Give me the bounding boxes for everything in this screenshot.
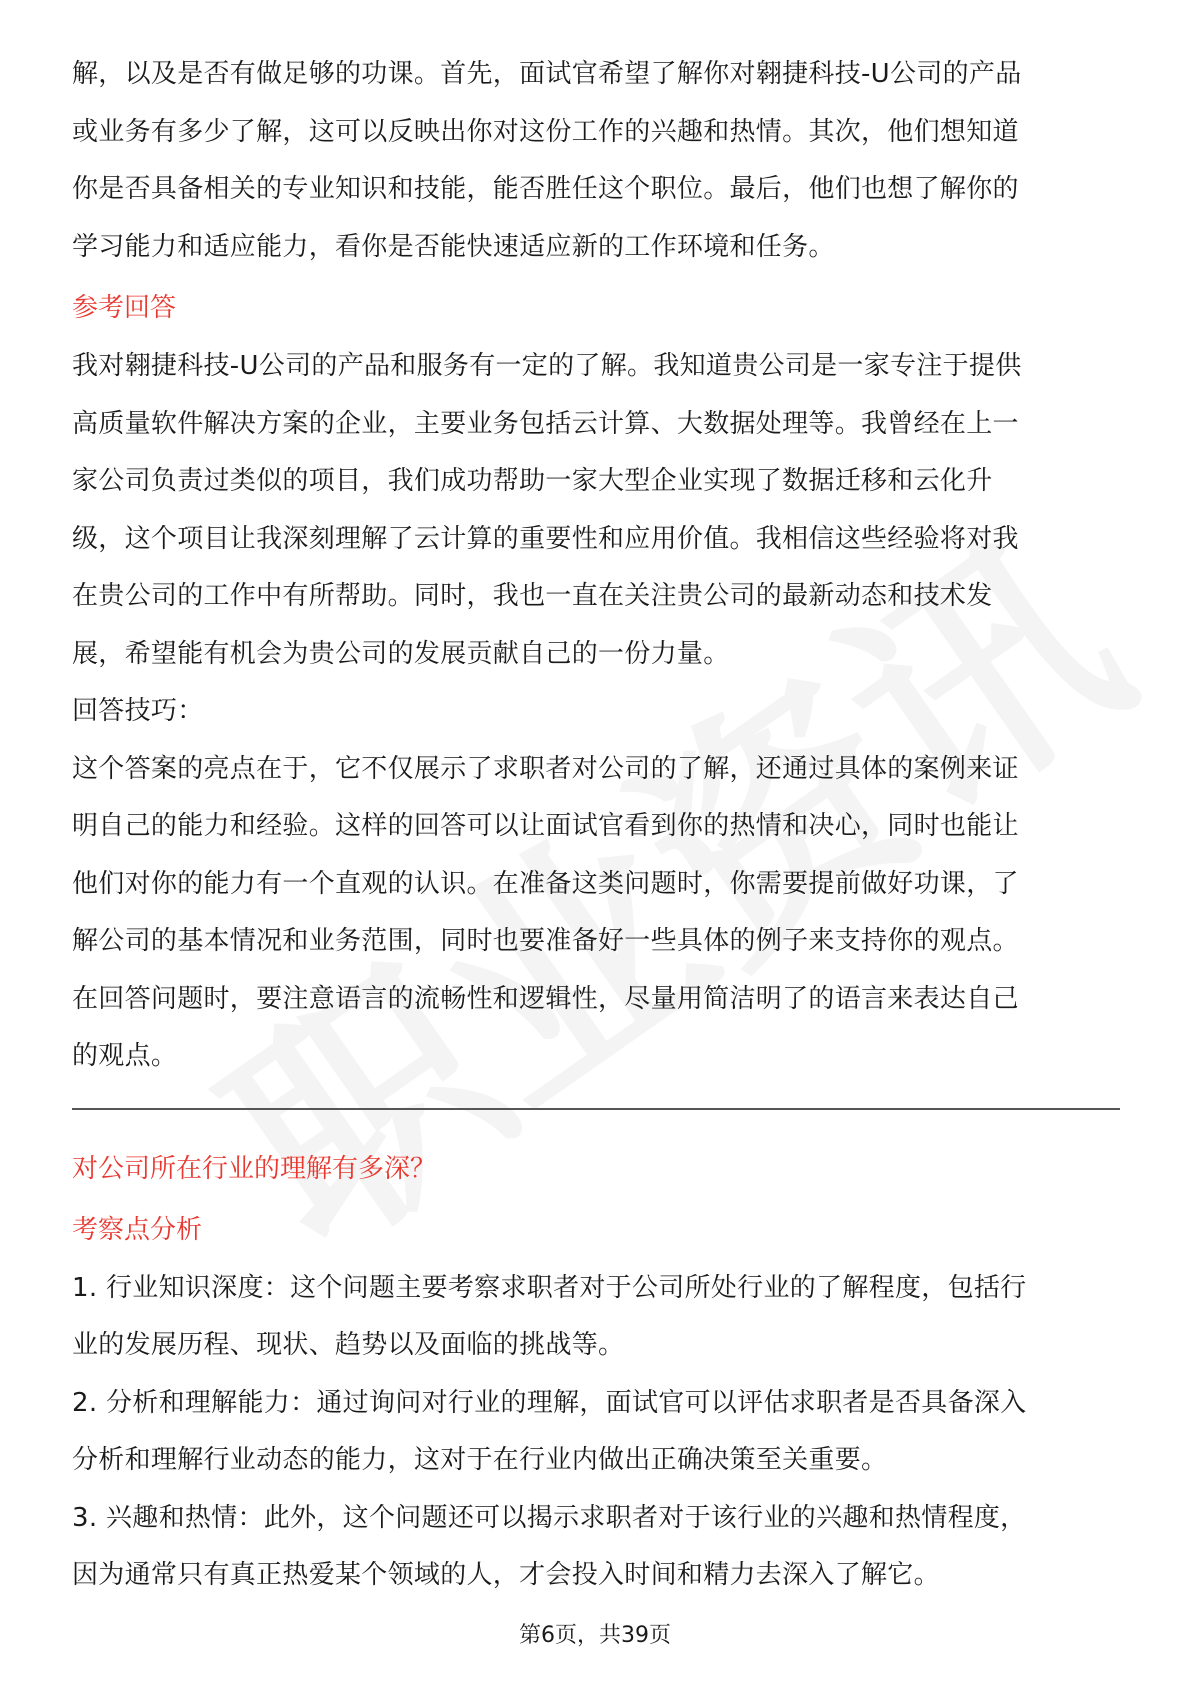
analysis-line: 1. 行业知识深度：这个问题主要考察求职者对于公司所处行业的了解程度，包括行 — [72, 1272, 1027, 1303]
intro-line: 学习能力和适应能力，看你是否能快速适应新的工作环境和任务。 — [72, 231, 835, 262]
section-divider — [72, 1108, 1120, 1110]
intro-line: 或业务有多少了解，这可以反映出你对这份工作的兴趣和热情。其次，他们想知道 — [72, 116, 1019, 147]
answer-line: 我对翱捷科技-U公司的产品和服务有一定的了解。我知道贵公司是一家专注于提供 — [72, 351, 1022, 381]
analysis-line: 3. 兴趣和热情：此外，这个问题还可以揭示求职者对于该行业的兴趣和热情程度， — [72, 1502, 1027, 1533]
tips-line: 这个答案的亮点在于，它不仅展示了求职者对公司的了解，还通过具体的案例来证 — [72, 753, 1019, 784]
intro-paragraph — [72, 46, 1120, 276]
analysis-line: 业的发展历程、现状、趋势以及面临的挑战等。 — [72, 1330, 625, 1360]
analysis-line: 2. 分析和理解能力：通过询问对行业的理解，面试官可以评估求职者是否具备深入 — [72, 1387, 1027, 1418]
tips-label: 回答技巧： — [72, 696, 204, 726]
answer-line: 家公司负责过类似的项目，我们成功帮助一家大型企业实现了数据迁移和云化升 — [72, 466, 993, 496]
analysis-line: 分析和理解行业动态的能力，这对于在行业内做出正确决策至关重要。 — [72, 1445, 888, 1475]
intro-line: 你是否具备相关的专业知识和技能，能否胜任这个职位。最后，他们也想了解你的 — [72, 174, 1019, 204]
reference-answer-heading: 参考回答 — [72, 293, 177, 323]
answer-line: 在贵公司的工作中有所帮助。同时，我也一直在关注贵公司的最新动态和技术发 — [72, 581, 993, 611]
page-number-footer: 第6页，共39页 — [519, 1623, 671, 1648]
tips-line: 的观点。 — [72, 1041, 178, 1071]
analysis-heading: 考察点分析 — [72, 1214, 203, 1245]
reference-answer-paragraph — [72, 338, 1120, 683]
tips-paragraph — [72, 741, 1120, 1086]
tips-line: 明自己的能力和经验。这样的回答可以让面试官看到你的热情和决心，同时也能让 — [72, 811, 1019, 841]
answer-line: 展，希望能有机会为贵公司的发展贡献自己的一份力量。 — [72, 638, 730, 669]
analysis-list — [72, 1260, 1120, 1605]
intro-line: 解，以及是否有做足够的功课。首先，面试官希望了解你对翱捷科技-U公司的产品 — [72, 59, 1022, 89]
question-title: 对公司所在行业的理解有多深？ — [72, 1153, 437, 1184]
tips-line: 他们对你的能力有一个直观的认识。在准备这类问题时，你需要提前做好功课，了 — [72, 868, 1019, 899]
tips-line: 在回答问题时，要注意语言的流畅性和逻辑性，尽量用简洁明了的语言来表达自己 — [72, 983, 1019, 1014]
answer-line: 级，这个项目让我深刻理解了云计算的重要性和应用价值。我相信这些经验将对我 — [72, 523, 1019, 554]
answer-line: 高质量软件解决方案的企业，主要业务包括云计算、大数据处理等。我曾经在上一 — [72, 408, 1019, 439]
tips-line: 解公司的基本情况和业务范围，同时也要准备好一些具体的例子来支持你的观点。 — [72, 926, 1019, 956]
analysis-line: 因为通常只有真正热爱某个领域的人，才会投入时间和精力去深入了解它。 — [72, 1560, 940, 1590]
page-content — [72, 46, 1120, 1605]
